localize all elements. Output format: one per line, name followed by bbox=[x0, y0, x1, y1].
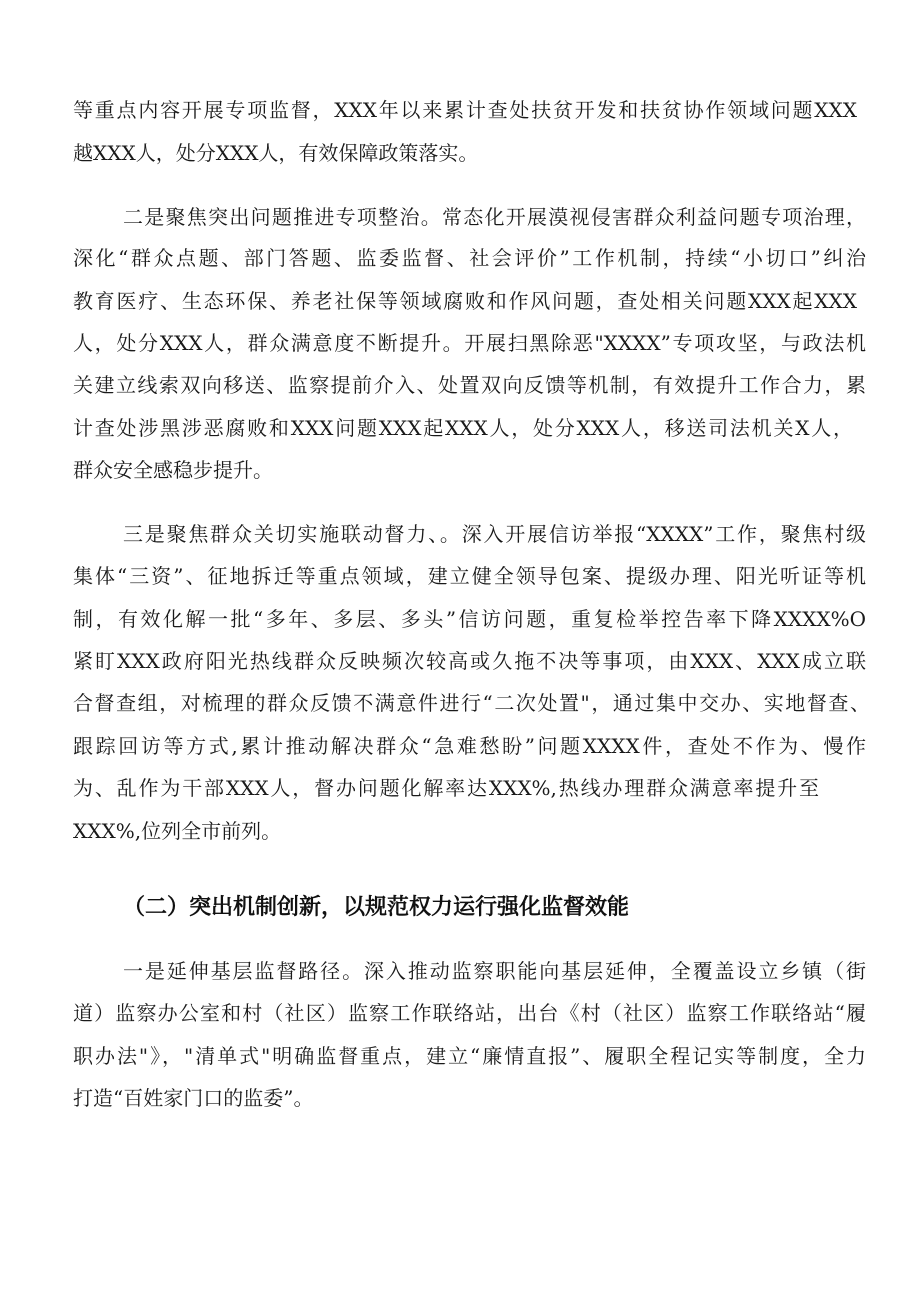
text-line: 人，处分XXX人，群众满意度不断提升。开展扫黑除恶"XXXX”专项攻坚，与政法机 bbox=[73, 331, 866, 355]
section-heading: （二）突出机制创新，以规范权力运行强化监督效能 bbox=[123, 895, 630, 920]
text-line: 等重点内容开展专项监督，XXX年以来累计查处扶贫开发和扶贫协作领域问题XXX bbox=[73, 98, 857, 122]
text-line: 关建立线索双向移送、监察提前介入、处置双向反馈等机制，有效提升工作合力，累 bbox=[73, 373, 866, 397]
text-line: 深化“群众点题、部门答题、监委监督、社会评价”工作机制，持续“小切口”纠治 bbox=[73, 246, 866, 270]
text-line: 教育医疗、生态环保、养老社保等领域腐败和作风问题，查处相关问题XXX起XXX bbox=[73, 289, 857, 313]
text-line: 职办法"》，"清单式"明确监督重点，建立“廉情直报”、履职全程记实等制度，全力 bbox=[73, 1044, 866, 1068]
text-line: 群众安全感稳步提升。 bbox=[73, 458, 273, 482]
text-line: 计查处涉黑涉恶腐败和XXX问题XXX起XXX人，处分XXX人，移送司法机关X人， bbox=[73, 416, 853, 440]
text-line: 道）监察办公室和村（社区）监察工作联络站，出台《村（社区）监察工作联络站“履 bbox=[73, 1001, 866, 1025]
text-line: 为、乱作为干部XXX人，督办问题化解率达XXX%,热线办理群众满意率提升至 bbox=[73, 776, 819, 800]
text-line: 打造“百姓家门口的监委”。 bbox=[73, 1086, 314, 1110]
text-line: 三是聚焦群众关切实施联动督力、。深入开展信访举报“XXXX”工作，聚焦村级 bbox=[123, 522, 866, 546]
text-line: 合督查组，对梳理的群众反馈不满意件进行“二次处置"，通过集中交办、实地督查、 bbox=[73, 691, 870, 715]
text-line: XXX%,位列全市前列。 bbox=[73, 819, 282, 843]
text-line: 制，有效化解一批“多年、多层、多头”信访问题，重复检举控告率下降XXXX%O bbox=[73, 607, 866, 631]
text-line: 一是延伸基层监督路径。深入推动监察职能向基层延伸，全覆盖设立乡镇（街 bbox=[123, 959, 866, 983]
text-line: 集体“三资”、征地拆迁等重点领域，建立健全领导包案、提级办理、阳光听证等机 bbox=[73, 564, 866, 588]
text-line: 越XXX人，处分XXX人，有效保障政策落实。 bbox=[73, 141, 479, 165]
text-line: 二是聚焦突出问题推进专项整治。常态化开展漠视侵害群众利益问题专项治理， bbox=[123, 205, 866, 229]
text-line: 跟踪回访等方式,累计推动解决群众“急难愁盼”问题XXXX件，查处不作为、慢作 bbox=[73, 734, 866, 758]
text-line: 紧盯XXX政府阳光热线群众反映频次较高或久拖不决等事项，由XXX、XXX成立联 bbox=[73, 649, 866, 673]
